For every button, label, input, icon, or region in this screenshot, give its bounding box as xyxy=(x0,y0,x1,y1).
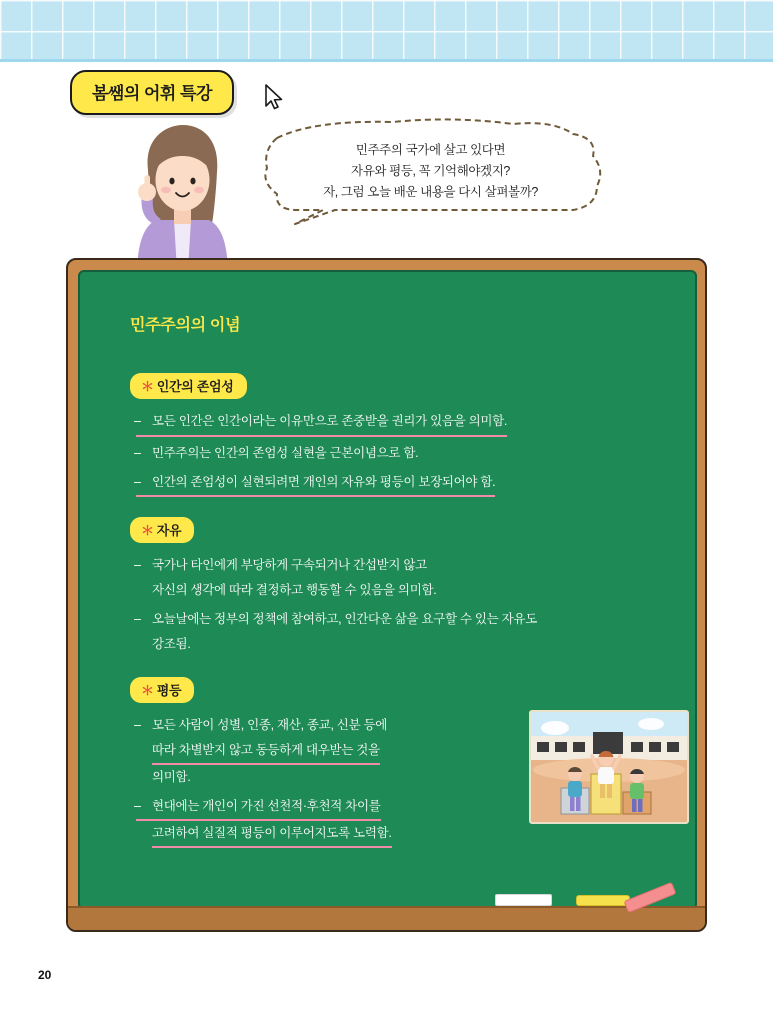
dash-marker: – xyxy=(134,475,141,489)
list-item xyxy=(136,470,660,497)
speech-line-3: 자, 그럼 오늘 배운 내용을 다시 살펴볼까? xyxy=(323,185,538,199)
page-number: 20 xyxy=(38,968,52,982)
list-item-text: 모든 인간은 인간이라는 이유만으로 존중받을 권리가 있음을 의미함. xyxy=(136,409,507,437)
speech-line-2: 자유와 평등, 꼭 기억해야겠지? xyxy=(351,164,510,178)
star-icon: ＊ xyxy=(141,683,154,698)
dash-marker: – xyxy=(134,718,141,732)
pointer-cursor-icon xyxy=(264,84,286,110)
list-item-text-line3: 의미함. xyxy=(152,770,191,784)
blackboard-surface xyxy=(78,270,697,910)
teacher-illustration xyxy=(130,120,235,270)
board-ledge xyxy=(68,906,705,930)
list-item-text: 모든 사람이 성별, 인종, 재산, 종교, 신분 등에 xyxy=(152,718,388,732)
dash-marker: – xyxy=(134,612,141,626)
list-item-text-line2: 따라 차별받지 않고 동등하게 대우받는 것을 xyxy=(152,738,380,765)
dash-marker: – xyxy=(134,414,141,428)
section-label-text: 자유 xyxy=(156,523,182,538)
list-item-text-line2: 강조됨. xyxy=(152,637,191,651)
list-item-text: 현대에는 개인이 가진 선천적·후천적 차이를 xyxy=(136,794,381,821)
list-item-text-line2: 고려하여 실질적 평등이 이루어지도록 노력함. xyxy=(152,821,392,848)
star-icon: ＊ xyxy=(141,523,154,538)
list-item xyxy=(136,441,660,466)
speech-line-1: 민주주의 국가에 살고 있다면 xyxy=(355,143,506,157)
yellow-chalk xyxy=(576,895,630,906)
top-decorative-band xyxy=(0,0,773,62)
page-title: 봄쌤의 어휘 특강 xyxy=(70,70,234,115)
list-item xyxy=(136,553,660,603)
blackboard-frame xyxy=(66,258,707,932)
section-label-dignity xyxy=(130,373,247,399)
dash-marker: – xyxy=(134,558,141,572)
section-label-text: 인간의 존엄성 xyxy=(156,379,234,394)
board-section-dignity xyxy=(130,359,660,497)
list-item-text: 민주주의는 인간의 존엄성 실현을 근본이념으로 함. xyxy=(152,446,419,460)
section-label-equality xyxy=(130,677,194,703)
speech-bubble-text xyxy=(253,140,608,203)
star-icon: ＊ xyxy=(141,379,154,394)
board-heading: 민주주의의 이념 xyxy=(130,317,241,334)
board-eraser xyxy=(495,894,552,906)
list-item-text: 국가나 타인에게 부당하게 구속되거나 간섭받지 않고 xyxy=(152,558,427,572)
podium-award-ceremony-illustration xyxy=(529,710,689,824)
speech-bubble xyxy=(253,118,608,225)
dash-marker: – xyxy=(134,446,141,460)
section-label-freedom xyxy=(130,517,194,543)
section-label-text: 평등 xyxy=(156,683,182,698)
board-section-freedom xyxy=(130,503,660,657)
band-edge xyxy=(0,59,773,62)
list-item-text-line2: 자신의 생각에 따라 결정하고 행동할 수 있음을 의미함. xyxy=(152,583,437,597)
list-item xyxy=(136,713,536,790)
list-item-text: 오늘날에는 정부의 정책에 참여하고, 인간다운 삶을 요구할 수 있는 자유도 xyxy=(152,612,537,626)
list-item xyxy=(136,409,660,437)
list-item xyxy=(136,607,660,657)
list-item-text: 인간의 존엄성이 실현되려면 개인의 자유와 평등이 보장되어야 함. xyxy=(136,470,495,497)
dash-marker: – xyxy=(134,799,141,813)
list-item xyxy=(136,794,536,848)
